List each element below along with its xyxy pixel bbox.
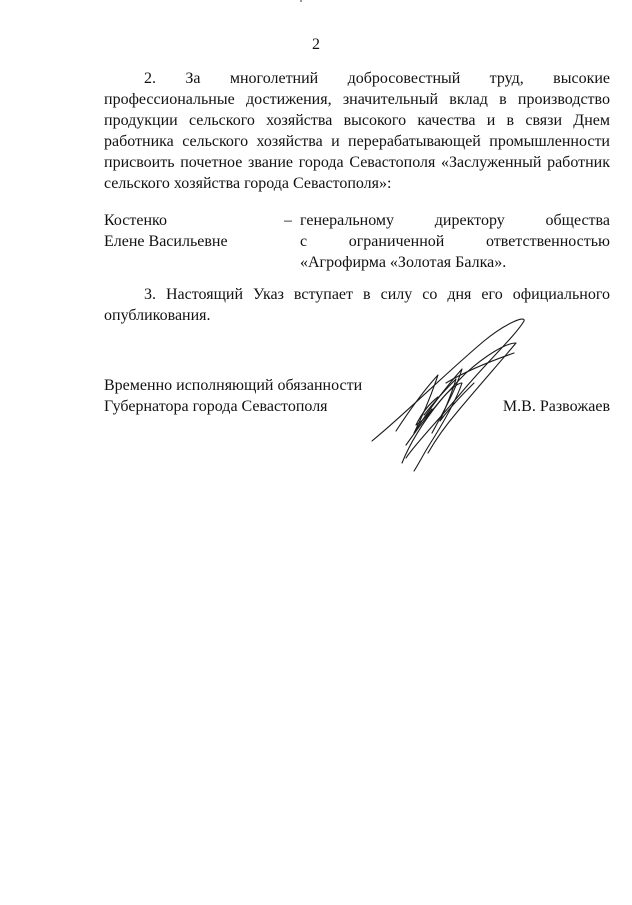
awardee-given-name: Елене Васильевне: [104, 233, 228, 250]
award-entry: [104, 210, 610, 270]
signatory-title: [104, 375, 362, 417]
signatory-title-line-2: Губернатора города Севастополя: [104, 398, 328, 415]
signatory-title-line-1: Временно исполняющий обязанности: [104, 377, 363, 394]
signature-block: [104, 375, 610, 475]
awardee-surname: Костенко: [104, 212, 167, 229]
signatory-name: М.В. Развожаев: [502, 398, 610, 415]
awardee-position: [300, 210, 610, 273]
position-line-2: с ограниченной ответственностью: [300, 233, 610, 250]
page-number: 2: [312, 36, 320, 53]
paragraph-2: 2. За многолетний добросовестный труд, высокие профессиональные достижения, значительный вклад в производство продукции сельского хозяйства высокого качества и в связи Днем работника сельского хозяйства и перерабатывающей промышленности присвоить почетное звание города Севастополя «Заслуженный работник сельского хозяйства города Севастополя»:: [104, 70, 610, 192]
scan-mark: [300, 0, 302, 2]
awardee-name: [104, 210, 274, 252]
position-line-3: «Агрофирма «Золотая Балка».: [300, 254, 507, 271]
handwritten-signature: [366, 313, 536, 473]
award-dash: –: [284, 212, 292, 229]
position-line-1: генеральному директору общества: [300, 212, 610, 229]
paragraph-3: 3. Настоящий Указ вступает в силу со дня его официального опубликования.: [104, 286, 610, 324]
